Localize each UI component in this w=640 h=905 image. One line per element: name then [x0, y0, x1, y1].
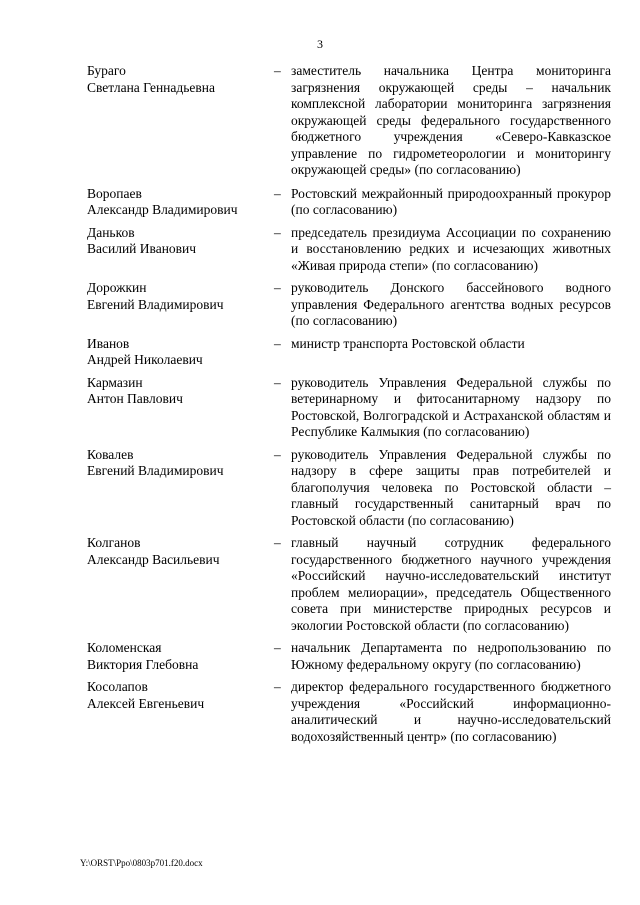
dash: –	[274, 374, 281, 390]
member-name	[87, 63, 274, 179]
file-path-footer: Y:\ORST\Ppo\0803p701.f20.docx	[80, 858, 203, 868]
member-name	[87, 225, 274, 275]
member-given-names: Евгений Владимирович	[87, 296, 224, 312]
member-given-names: Алексей Евгеньевич	[87, 695, 205, 711]
dash: –	[274, 280, 281, 295]
member-role: министр транспорта Ростовской области	[291, 335, 525, 351]
member-role: руководитель Донского бассейнового водного управления Федерального агентства водных ресурсов (по согласованию)	[291, 280, 611, 328]
member-surname: Косолапов	[87, 679, 148, 694]
member-given-names: Александр Васильевич	[87, 551, 220, 567]
member-role: Ростовский межрайонный природоохранный прокурор (по согласованию)	[291, 185, 611, 217]
page-number: 3	[317, 37, 323, 51]
member-name	[87, 375, 274, 441]
member-role: руководитель Управления Федеральной службы по надзору в сфере защиты прав потребителей и благополучия человека по Ростовской области – главный государственный санитарный врач по Ростовской области (по согласованию)	[291, 446, 611, 528]
member-given-names: Андрей Николаевич	[87, 352, 203, 367]
member-entry	[87, 280, 611, 330]
dash: –	[274, 185, 281, 201]
member-given-names: Василий Иванович	[87, 241, 197, 256]
member-surname: Воропаев	[87, 185, 142, 201]
member-name	[87, 447, 274, 530]
member-role: руководитель Управления Федеральной службы по ветеринарному и фитосанитарному надзору по Ростовской, Волгоградской и Астраханской областям и Республике Калмыкия (по согласованию)	[291, 374, 611, 439]
dash: –	[274, 446, 281, 462]
member-given-names: Светлана Геннадьевна	[87, 79, 215, 95]
member-surname: Коломенская	[87, 640, 162, 655]
member-role: главный научный сотрудник федерального государственного бюджетного научного учреждения «Российский научно-исследовательский институт проблем мелиорации», председатель Общественного совета при министерстве природных ресурсов и экологии Ростовской области (по согласованию)	[291, 535, 611, 633]
member-surname: Дорожкин	[87, 280, 147, 295]
member-role: заместитель начальника Центра мониторинга загрязнения окружающей среды – начальник комплексной лаборатории мониторинга загрязнения окружающей среды федерального государственного бюджетного учреждения «Северо-Кавказское управление по гидрометеорологии и мониторингу окружающей среды» (по согласованию)	[291, 63, 611, 177]
member-entry	[87, 63, 611, 179]
member-role: председатель президиума Ассоциации по сохранению и восстановлению редких и исчезающих животных «Живая природа степи» (по согласованию)	[291, 224, 611, 273]
member-entry	[87, 375, 611, 441]
member-entry	[87, 640, 611, 673]
member-role: директор федерального государственного бюджетного учреждения «Российский информационно-аналитический и научно-исследовательский водохозяйственный центр» (по согласованию)	[291, 679, 611, 744]
member-surname: Бураго	[87, 63, 126, 78]
dash: –	[274, 640, 281, 655]
member-surname: Кармазин	[87, 374, 143, 390]
member-entry	[87, 336, 611, 369]
member-given-names: Евгений Владимирович	[87, 463, 224, 478]
members-list	[87, 63, 611, 745]
member-given-names: Виктория Глебовна	[87, 656, 199, 672]
member-name	[87, 679, 274, 745]
member-surname: Даньков	[87, 224, 135, 240]
dash: –	[274, 224, 281, 240]
dash: –	[274, 63, 281, 78]
dash: –	[274, 679, 281, 694]
dash: –	[274, 535, 281, 550]
member-surname: Иванов	[87, 335, 130, 351]
member-name	[87, 336, 274, 369]
dash: –	[274, 335, 281, 351]
member-entry	[87, 535, 611, 634]
member-name	[87, 280, 274, 330]
member-given-names: Антон Павлович	[87, 391, 183, 406]
member-given-names: Александр Владимирович	[87, 202, 238, 217]
member-surname: Колганов	[87, 535, 141, 550]
member-entry	[87, 447, 611, 530]
member-surname: Ковалев	[87, 446, 134, 462]
member-entry	[87, 186, 611, 219]
member-entry	[87, 679, 611, 745]
member-name	[87, 535, 274, 634]
member-name	[87, 640, 274, 673]
member-role: начальник Департамента по недропользованию по Южному федеральному округу (по согласованию)	[291, 640, 611, 672]
member-entry	[87, 225, 611, 275]
member-name	[87, 186, 274, 219]
